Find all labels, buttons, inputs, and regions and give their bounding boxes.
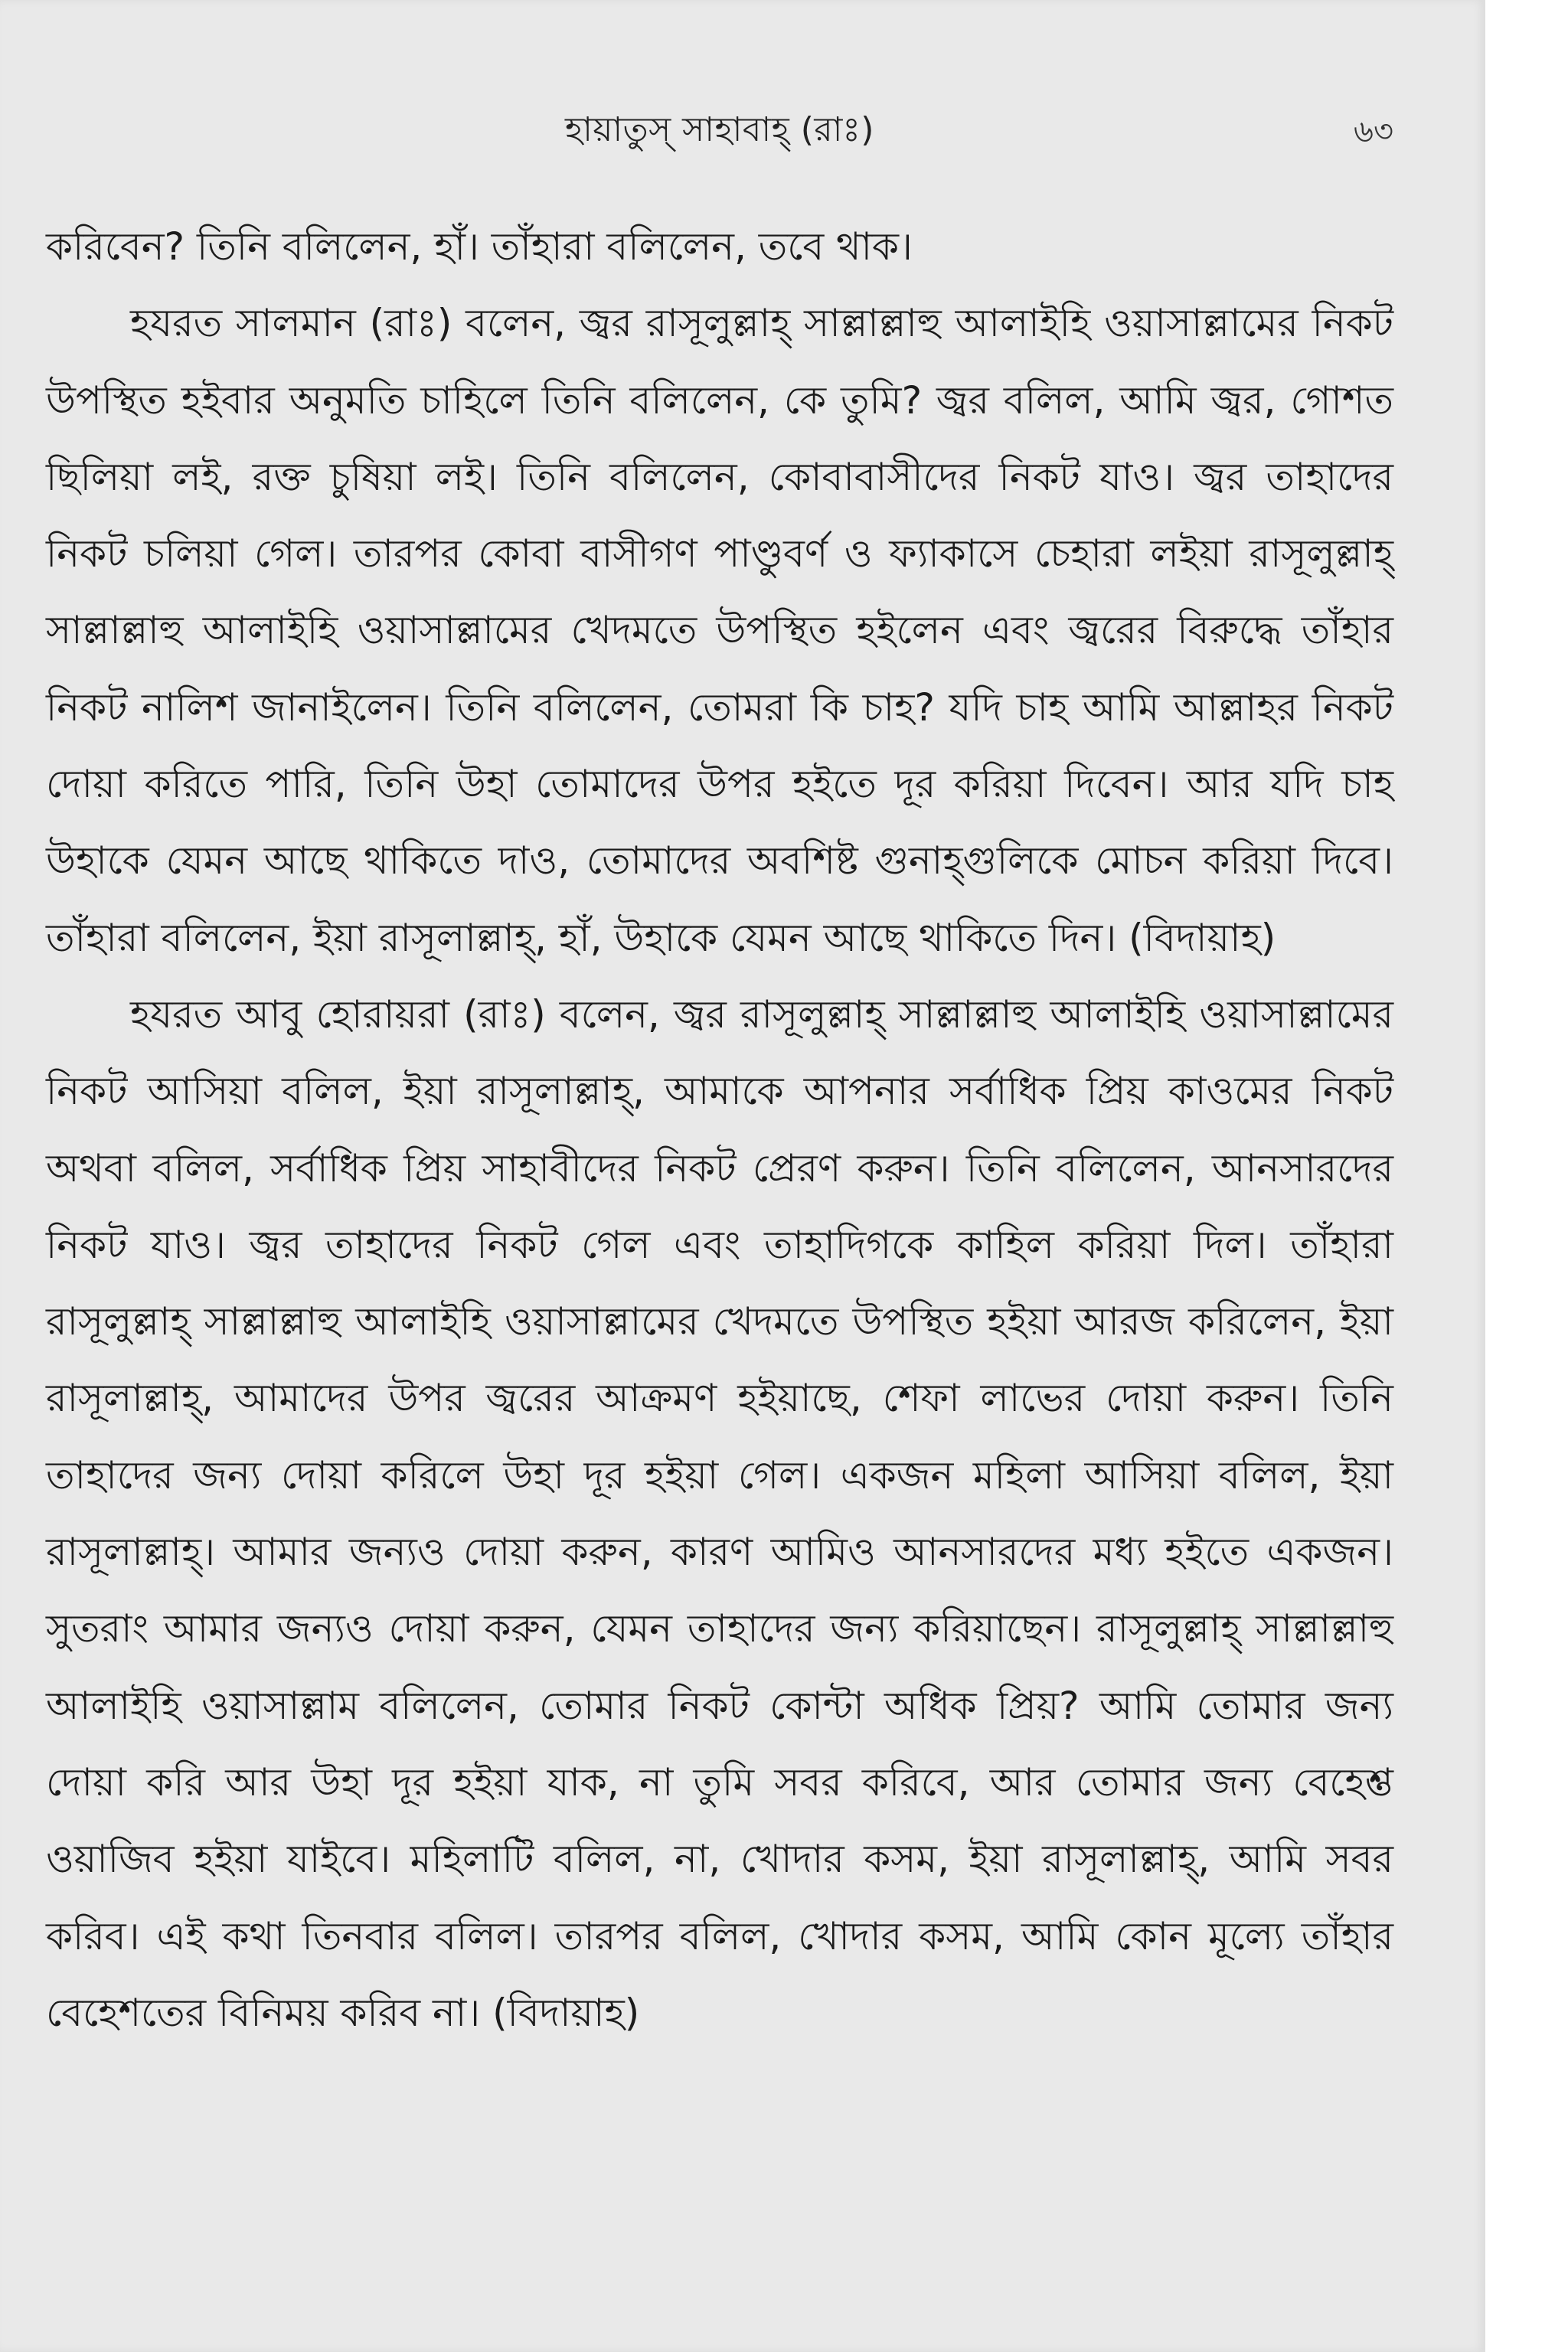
paragraph-continuation: করিবেন? তিনি বলিলেন, হাঁ। তাঁহারা বলিলেন, তবে থাক।: [46, 224, 913, 269]
page-number: ৬৩: [1353, 114, 1393, 149]
paragraph-abu-hurayra: হযরত আবু হোরায়রা (রাঃ) বলেন, জ্বর রাসূলুল্লাহ্ সাল্লাল্লাহু আলাইহি ওয়াসাল্লামের নিকট আসিয়া বলিল, ইয়া রাসূলাল্লাহ্, আমাকে আপনার সর্বাধিক প্রিয় কাওমের নিকট অথবা বলিল, সর্বাধিক প্রিয় সাহাবীদের নিকট প্রেরণ করুন। তিনি বলিলেন, আনসারদের নিকট যাও। জ্বর তাহাদের নিকট গেল এবং তাহাদিগকে কাহিল করিয়া দিল। তাঁহারা রাসূলুল্লাহ্ সাল্লাল্লাহু আলাইহি ওয়াসাল্লামের খেদমতে উপস্থিত হইয়া আরজ করিলেন, ইয়া রাসূলাল্লাহ্, আমাদের উপর জ্বরের আক্রমণ হইয়াছে, শেফা লাভের দোয়া করুন। তিনি তাহাদের জন্য দোয়া করিলে উহা দূর হইয়া গেল। একজন মহিলা আসিয়া বলিল, ইয়া রাসূলাল্লাহ্। আমার জন্যও দোয়া করুন, কারণ আমিও আনসারদের মধ্য হইতে একজন। সুতরাং আমার জন্যও দোয়া করুন, যেমন তাহাদের জন্য করিয়াছেন। রাসূলুল্লাহ্ সাল্লাল্লাহু আলাইহি ওয়াসাল্লাম বলিলেন, তোমার নিকট কোন্টা অধিক প্রিয়? আমি তোমার জন্য দোয়া করি আর উহা দূর হইয়া যাক, না তুমি সবর করিবে, আর তোমার জন্য বেহেশ্ত ওয়াজিব হইয়া যাইবে। মহিলাটি বলিল, না, খোদার কসম, ইয়া রাসূলাল্লাহ্, আমি সবর করিব। এই কথা তিনবার বলিল। তারপর বলিল, খোদার কসম, আমি কোন মূল্যে তাঁহার বেহেশতের বিনিময় করিব না। (বিদায়াহ): [46, 991, 1393, 2035]
page-header: [46, 104, 1393, 158]
body-text: [46, 208, 1393, 2051]
running-head: হায়াতুস্ সাহাবাহ্ (রাঃ): [565, 110, 874, 149]
paragraph-salman: হযরত সালমান (রাঃ) বলেন, জ্বর রাসূলুল্লাহ্ সাল্লাল্লাহু আলাইহি ওয়াসাল্লামের নিকট উপস্থিত হইবার অনুমতি চাহিলে তিনি বলিলেন, কে তুমি? জ্বর বলিল, আমি জ্বর, গোশত ছিলিয়া লই, রক্ত চুষিয়া লই। তিনি বলিলেন, কোবাবাসীদের নিকট যাও। জ্বর তাহাদের নিকট চলিয়া গেল। তারপর কোবা বাসীগণ পাণ্ডুবর্ণ ও ফ্যাকাসে চেহারা লইয়া রাসূলুল্লাহ্ সাল্লাল্লাহু আলাইহি ওয়াসাল্লামের খেদমতে উপস্থিত হইলেন এবং জ্বরের বিরুদ্ধে তাঁহার নিকট নালিশ জানাইলেন। তিনি বলিলেন, তোমরা কি চাহ? যদি চাহ আমি আল্লাহর নিকট দোয়া করিতে পারি, তিনি উহা তোমাদের উপর হইতে দূর করিয়া দিবেন। আর যদি চাহ উহাকে যেমন আছে থাকিতে দাও, তোমাদের অবশিষ্ট গুনাহ্গুলিকে মোচন করিয়া দিবে। তাঁহারা বলিলেন, ইয়া রাসূলাল্লাহ্, হাঁ, উহাকে যেমন আছে থাকিতে দিন। (বিদায়াহ): [46, 301, 1393, 960]
